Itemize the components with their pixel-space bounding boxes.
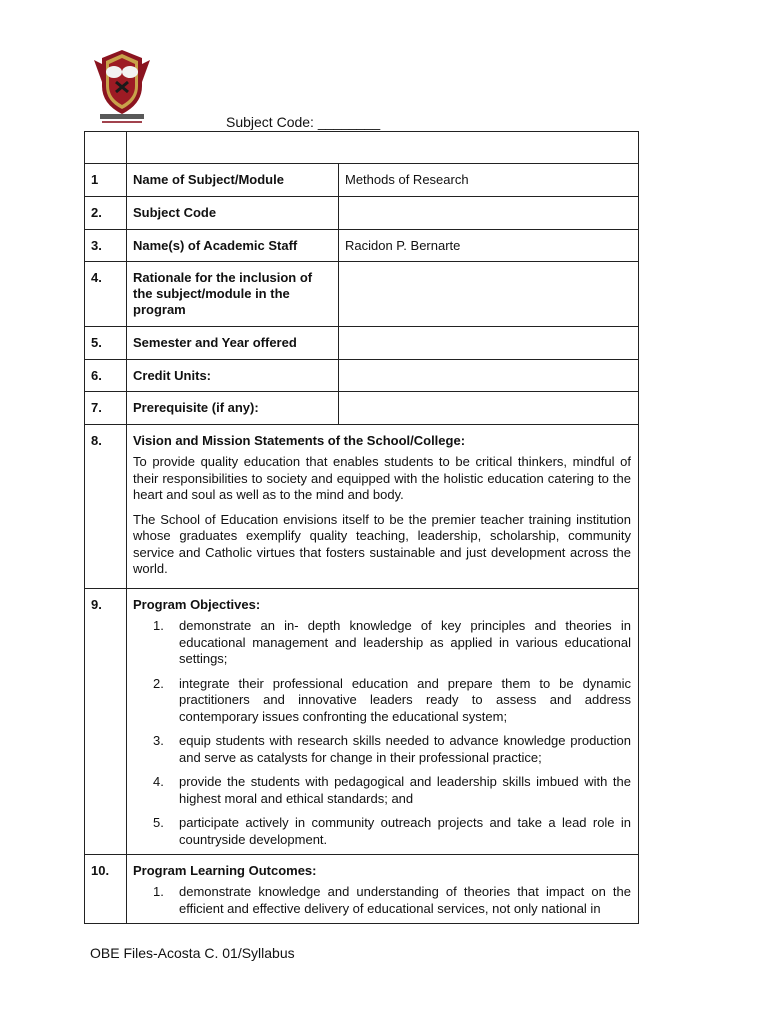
row-number: 7. [85, 392, 127, 425]
row-value [339, 197, 639, 230]
list-item [153, 733, 631, 766]
row-number: 10. [85, 855, 127, 924]
list-item [153, 774, 631, 807]
table-row [85, 197, 639, 230]
row-number: 1 [85, 164, 127, 197]
list-number: 2. [153, 675, 164, 691]
table-row [85, 360, 639, 392]
outcomes-list [133, 884, 631, 917]
program-objectives-cell [127, 589, 639, 855]
vision-mission-cell [127, 425, 639, 589]
row-label: Rationale for the inclusion of the subject/module in the program [127, 262, 339, 327]
row-value [339, 392, 639, 425]
list-number: 1. [153, 884, 164, 899]
row-number: 2. [85, 197, 127, 230]
row-label: Subject Code [127, 197, 339, 230]
row-value [339, 360, 639, 392]
list-text: demonstrate knowledge and understanding of theories that impact on the efficient and effective delivery of educational services, not only national in [179, 884, 631, 916]
row-number: 6. [85, 360, 127, 392]
row-label: Credit Units: [127, 360, 339, 392]
table-row [85, 262, 639, 327]
syllabus-table [84, 131, 639, 924]
page-footer: OBE Files-Acosta C. 01/Syllabus [90, 945, 295, 961]
vision-paragraph: To provide quality education that enables students to be critical thinkers, mindful of their responsibilities to society and equipped with the holistic education catering to the heart and soul as well as to the mind and body. [133, 454, 631, 502]
row-label: Name of Subject/Module [127, 164, 339, 197]
section-heading: Program Learning Outcomes: [133, 863, 317, 878]
table-row [85, 164, 639, 197]
list-item [153, 676, 631, 726]
row-value [339, 262, 639, 327]
list-text: participate actively in community outreach projects and take a lead role in countryside development. [179, 815, 631, 847]
row-label: Name(s) of Academic Staff [127, 230, 339, 262]
row-label: Semester and Year offered [127, 327, 339, 360]
empty-cell [85, 132, 127, 164]
table-row-learning-outcomes [85, 855, 639, 924]
table-row-program-objectives [85, 589, 639, 855]
empty-cell [127, 132, 639, 164]
list-number: 3. [153, 733, 164, 748]
table-header-row [85, 132, 639, 164]
list-item [153, 884, 631, 917]
row-label: Prerequisite (if any): [127, 392, 339, 425]
subject-code-label: Subject Code: ________ [226, 114, 381, 130]
list-item [153, 815, 631, 848]
list-text: equip students with research skills needed to advance knowledge production and serve as catalysts for change in their professional practice; [179, 733, 631, 765]
objectives-list [133, 618, 631, 848]
list-text: provide the students with pedagogical and leadership skills imbued with the highest moral and ethical standards; and [179, 774, 631, 806]
list-text: demonstrate an in- depth knowledge of key principles and theories in educational management and leadership as applied in various educational settings; [179, 618, 631, 666]
row-number: 3. [85, 230, 127, 262]
table-row [85, 327, 639, 360]
section-heading: Vision and Mission Statements of the School/College: [133, 433, 466, 448]
row-value: Racidon P. Bernarte [339, 230, 639, 262]
learning-outcomes-cell [127, 855, 639, 924]
table-row [85, 230, 639, 262]
list-text: integrate their professional education and prepare them to be dynamic practitioners and innovative leaders ready to assess and address contemporary issues confronting the educational system; [179, 675, 631, 724]
list-number: 5. [153, 815, 164, 830]
table-row [85, 392, 639, 425]
list-item [153, 618, 631, 668]
row-number: 5. [85, 327, 127, 360]
row-number: 9. [85, 589, 127, 855]
university-crest-logo [92, 48, 152, 126]
section-heading: Program Objectives: [133, 597, 261, 612]
table-row-vision-mission [85, 425, 639, 589]
row-value: Methods of Research [339, 164, 639, 197]
row-number: 4. [85, 262, 127, 327]
list-number: 1. [153, 618, 164, 633]
row-number: 8. [85, 425, 127, 589]
row-value [339, 327, 639, 360]
mission-paragraph: The School of Education envisions itself to be the premier teacher training institution whose graduates exemplify quality teaching, leadership, scholarship, community service and Catholic virtues that fosters sustainable and just development across the world. [133, 511, 631, 576]
list-number: 4. [153, 774, 164, 789]
